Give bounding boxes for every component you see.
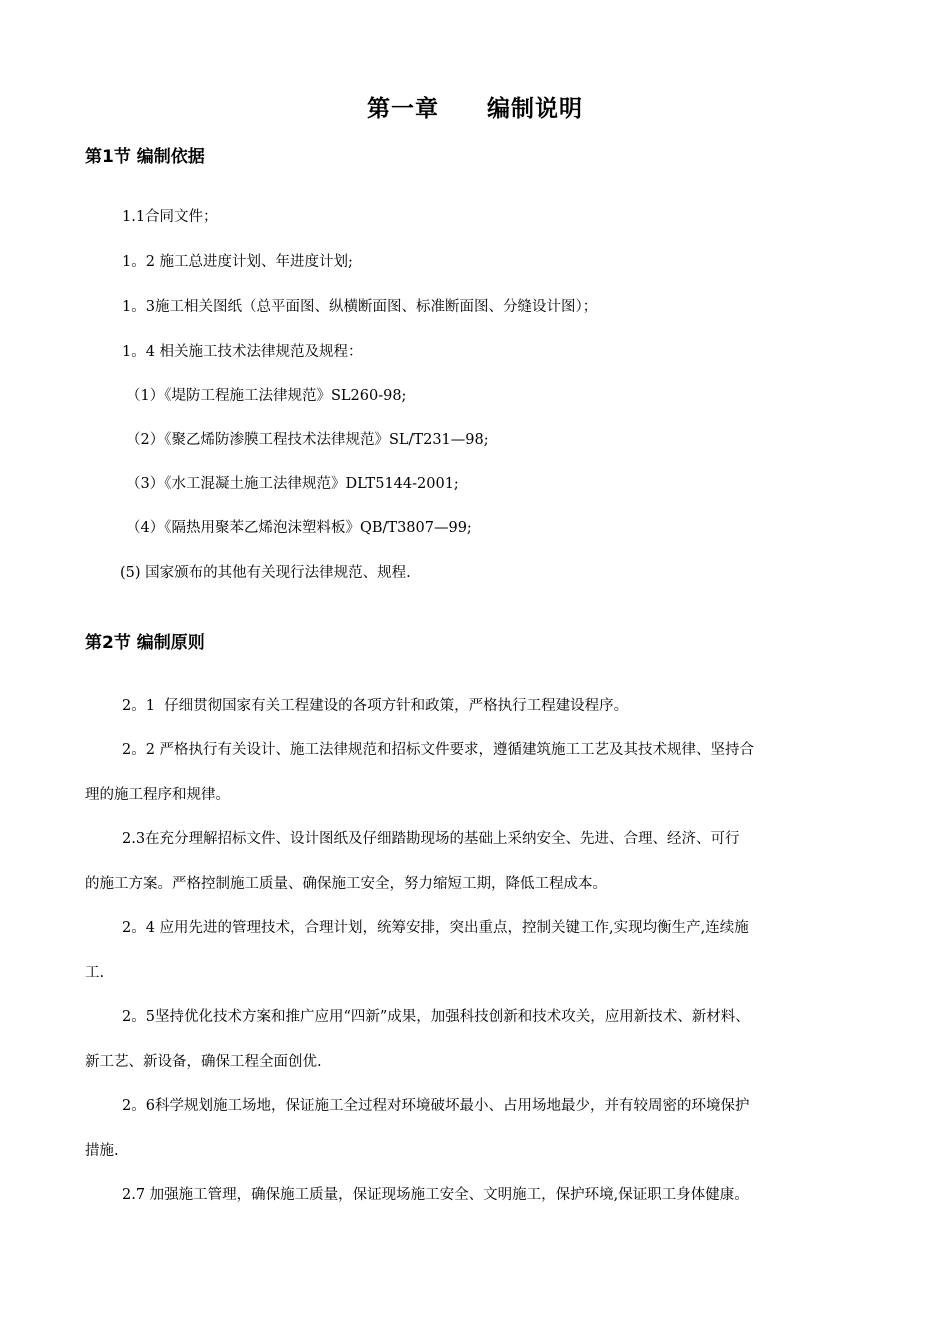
principle-2-7: 2.7 加强施工管理，确保施工质量，保证现场施工安全、文明施工，保护环境,保证职工身体健康。 xyxy=(122,1187,749,1203)
principle-2-6-line-2: 措施. xyxy=(85,1143,119,1159)
chapter-title: 第一章 编制说明 xyxy=(367,96,583,122)
standard-item-3: （3）《水工混凝土施工法律规范》DLT5144-2001; xyxy=(126,476,459,492)
principle-2-6-line-1: 2。6科学规划施工场地，保证施工全过程对环境破坏最小、占用场地最少，并有较周密的环境保护 xyxy=(122,1098,750,1114)
standard-item-4: （4）《隔热用聚苯乙烯泡沫塑料板》QB/T3807—99; xyxy=(126,520,472,536)
principle-2-5-line-1: 2。5坚持优化技术方案和推广应用“四新”成果，加强科技创新和技术攻关，应用新技术、新材料、 xyxy=(122,1009,750,1025)
section-1-title: 第1节 编制依据 xyxy=(85,147,205,167)
principle-2-4-line-2: 工. xyxy=(85,965,105,981)
basis-item-1: 1.1合同文件； xyxy=(122,209,218,225)
basis-item-2: 1。2 施工总进度计划、年进度计划; xyxy=(122,254,353,270)
principle-2-2-line-2: 理的施工程序和规律。 xyxy=(85,787,230,803)
principle-2-3-line-1: 2.3在充分理解招标文件、设计图纸及仔细踏勘现场的基础上采纳安全、先进、合理、经济、可行 xyxy=(122,831,740,847)
basis-item-3: 1。3施工相关图纸（总平面图、纵横断面图、标准断面图、分缝设计图）； xyxy=(122,299,598,315)
section-2-title: 第2节 编制原则 xyxy=(85,633,205,653)
principle-2-5-line-2: 新工艺、新设备，确保工程全面创优. xyxy=(85,1054,322,1070)
basis-item-4: 1。4 相关施工技术法律规范及规程： xyxy=(122,344,363,360)
principle-2-1: 2。1 仔细贯彻国家有关工程建设的各项方针和政策，严格执行工程建设程序。 xyxy=(122,698,629,714)
principle-2-3-line-2: 的施工方案。严格控制施工质量、确保施工安全，努力缩短工期，降低工程成本。 xyxy=(85,876,607,892)
principle-2-2-line-1: 2。2 严格执行有关设计、施工法律规范和招标文件要求，遵循建筑施工工艺及其技术规律、坚持合 xyxy=(122,742,755,758)
standard-item-2: （2）《聚乙烯防渗膜工程技术法律规范》SL/T231—98; xyxy=(126,432,489,448)
standard-item-1: （1）《堤防工程施工法律规范》SL260-98; xyxy=(126,388,407,404)
principle-2-4-line-1: 2。4 应用先进的管理技术，合理计划，统筹安排，突出重点，控制关键工作,实现均衡生产,连续施 xyxy=(122,920,749,936)
standard-item-5: (5) 国家颁布的其他有关现行法律规范、规程. xyxy=(120,565,411,581)
